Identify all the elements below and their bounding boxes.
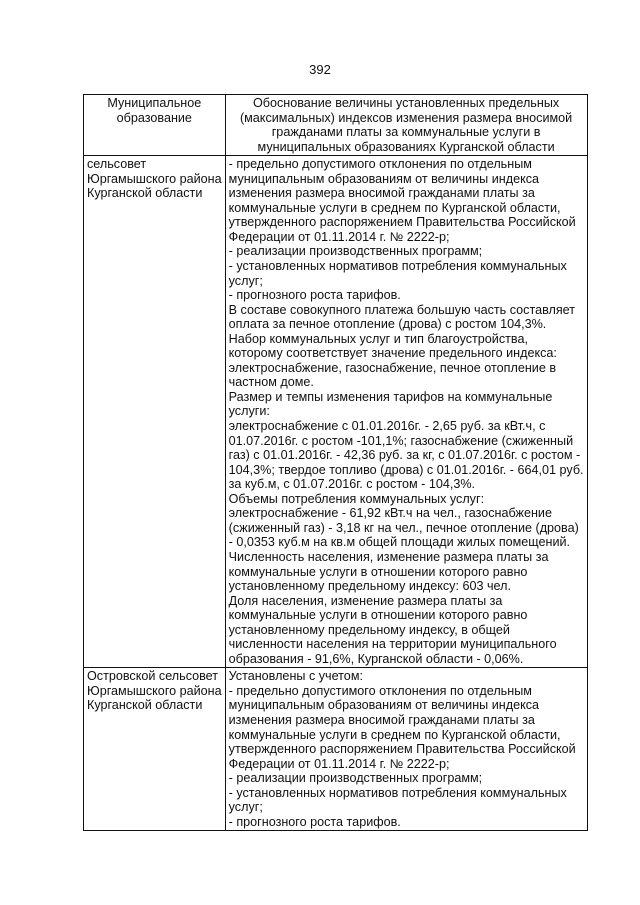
header-justification-line: Обоснование величины установленных предельных <box>252 96 560 110</box>
municipality-line: Островской сельсовет <box>87 669 219 684</box>
justification-line: (сжиженный газ) - 3,18 кг на чел., печное отопление (дрова) <box>228 520 579 535</box>
justification-line: коммунальные услуги в отношении которого равно <box>228 564 528 579</box>
header-municipality-line: образование <box>116 110 192 125</box>
municipality-line: Курганской области <box>87 698 203 713</box>
justification-line: - установленных нормативов потребления коммунальных <box>228 259 567 274</box>
justification-line: изменения размера вносимой гражданами платы за <box>228 186 535 201</box>
header-municipality <box>84 95 226 156</box>
justification-line: услуг; <box>228 800 263 815</box>
header-justification-line: (максимальных) индексов изменения размера вносимой <box>239 110 573 125</box>
justification-line: Размер и темпы изменения тарифов на коммунальные <box>228 389 553 404</box>
justification-line: газ) с 01.01.2016г. - 42,36 руб. за кг, с 01.07.2016г. с ростом - <box>228 448 581 463</box>
justification-line: - предельно допустимого отклонения по отдельным <box>228 683 532 698</box>
justification-line: Доля населения, изменение размера платы за <box>228 593 503 608</box>
justification-line: - реализации производственных программ; <box>228 771 483 786</box>
justification-line: электроснабжение, газоснабжение, печное отопление в <box>228 360 557 375</box>
justification-line: Федерации от 01.11.2014 г. № 2222-р; <box>228 756 450 771</box>
justification-line: услуг; <box>228 273 263 288</box>
justification-line: - реализации производственных программ; <box>228 244 483 259</box>
justification-line: за куб.м, с 01.07.2016г. с ростом - 104,3%. <box>228 477 476 492</box>
header-justification <box>225 95 587 156</box>
table-body <box>84 156 588 831</box>
justification-line: электроснабжение - 61,92 кВт.ч на чел., газоснабжение <box>228 506 552 521</box>
municipality-line: Юргамышского района <box>87 171 222 186</box>
justification-line: утвержденного распоряжением Правительства Российской <box>228 742 576 757</box>
justification-line: - 0,0353 куб.м на кв.м общей площади жилых помещений. <box>228 535 571 550</box>
justification-line: - установленных нормативов потребления коммунальных <box>228 785 567 800</box>
justification-line: 104,3%; твердое топливо (дрова) с 01.01.2016г. - 664,01 руб. <box>228 462 584 477</box>
justification-line: установленному предельному индексу, в общей <box>228 622 510 637</box>
justification-line: частном доме. <box>228 375 314 390</box>
indices-table <box>83 94 588 831</box>
justification-line: Объемы потребления коммунальных услуг: <box>228 491 485 506</box>
justification-line: Федерации от 01.11.2014 г. № 2222-р; <box>228 229 450 244</box>
municipality-cell <box>84 156 226 668</box>
municipality-line: сельсовет <box>87 157 147 172</box>
justification-line: - предельно допустимого отклонения по отдельным <box>228 157 532 172</box>
justification-line: Набор коммунальных услуг и тип благоустройства, <box>228 331 528 346</box>
justification-line: В составе совокупного платежа большую часть составляет <box>228 302 575 317</box>
justification-cell <box>225 156 587 668</box>
justification-line: установленному предельному индексу: 603 чел. <box>228 579 511 594</box>
justification-line: численности населения на территории муниципального <box>228 637 557 652</box>
justification-line: образования - 91,6%, Курганской области - 0,06%. <box>228 651 524 666</box>
justification-line: которому соответствует значение предельного индекса: <box>228 346 557 361</box>
table-row <box>84 156 588 668</box>
justification-line: услуги: <box>228 404 270 419</box>
justification-line: изменения размера вносимой гражданами платы за <box>228 712 535 727</box>
municipality-cell <box>84 668 226 831</box>
header-justification-line: муниципальных образованиях Курганской области <box>257 139 555 154</box>
header-municipality-line: Муниципальное <box>107 96 202 110</box>
justification-line: Численность населения, изменение размера платы за <box>228 549 549 564</box>
table-row <box>84 668 588 831</box>
justification-line: Установлены с учетом: <box>228 669 363 684</box>
municipality-line: Юргамышского района <box>87 683 222 698</box>
header-justification-line: гражданами платы за коммунальные услуги в <box>271 125 541 140</box>
municipality-line: Курганской области <box>87 186 203 201</box>
justification-line: оплата за печное отопление (дрова) с ростом 104,3%. <box>228 317 547 332</box>
table-header-row <box>84 95 588 156</box>
justification-line: муниципальным образованиям от величины индекса <box>228 698 540 713</box>
justification-line: электроснабжение с 01.01.2016г. - 2,65 руб. за кВт.ч, с <box>228 419 546 434</box>
page-number: 392 <box>309 62 331 77</box>
justification-line: коммунальные услуги в отношении которого равно <box>228 608 528 623</box>
justification-line: утвержденного распоряжением Правительства Российской <box>228 215 576 230</box>
justification-line: 01.07.2016г. с ростом -101,1%; газоснабжение (сжиженный <box>228 433 574 448</box>
justification-line: коммунальные услуги в среднем по Курганской области, <box>228 727 561 742</box>
justification-line: - прогнозного роста тарифов. <box>228 288 401 303</box>
justification-line: муниципальным образованиям от величины индекса <box>228 171 540 186</box>
justification-line: - прогнозного роста тарифов. <box>228 814 401 829</box>
justification-line: коммунальные услуги в среднем по Курганской области, <box>228 200 561 215</box>
justification-cell <box>225 668 587 831</box>
